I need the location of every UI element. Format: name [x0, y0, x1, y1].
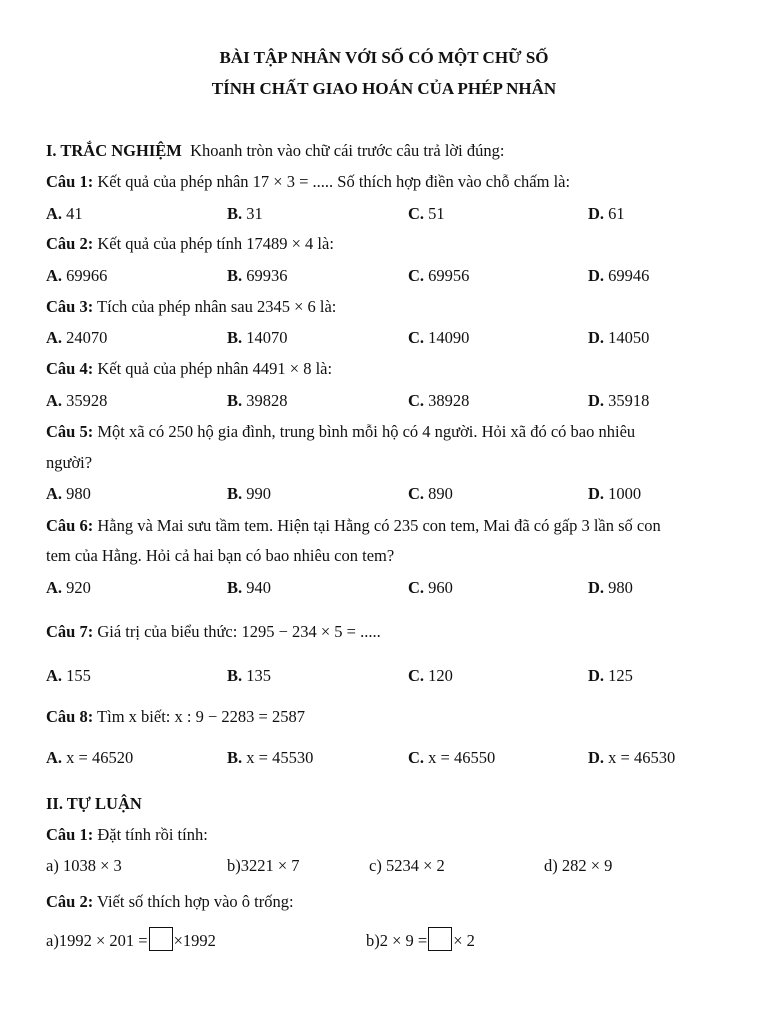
question-label: Câu 3: — [46, 297, 94, 316]
option-value: 38928 — [428, 391, 470, 410]
answer-option-d[interactable] — [588, 666, 633, 686]
option-value: 980 — [608, 578, 633, 597]
section1-heading: I. TRẮC NGHIỆM — [46, 141, 182, 160]
answer-option-a[interactable] — [46, 748, 133, 768]
option-value: 61 — [608, 204, 625, 223]
question-label: Câu 5: — [46, 422, 94, 441]
option-value: 35928 — [66, 391, 108, 410]
option-value: 135 — [246, 666, 272, 685]
essay-q1-item-a: a) 1038 × 3 — [46, 856, 122, 875]
option-letter: C. — [408, 578, 425, 597]
option-letter: B. — [227, 578, 243, 597]
essay-question-1 — [46, 825, 208, 845]
option-letter: A. — [46, 748, 63, 767]
option-letter: A. — [46, 266, 63, 285]
option-letter: B. — [227, 484, 243, 503]
option-letter: D. — [588, 666, 605, 685]
question-label: Câu 2: — [46, 234, 94, 253]
option-value: 890 — [428, 484, 453, 503]
answer-option-c[interactable] — [408, 204, 445, 224]
essay-q1-item-c: c) 5234 × 2 — [369, 856, 445, 875]
essay-q2-part-a — [46, 927, 216, 951]
question-label: Câu 7: — [46, 622, 94, 641]
option-value: 14050 — [608, 328, 650, 347]
option-letter: C. — [408, 391, 425, 410]
answer-option-c[interactable] — [408, 266, 469, 286]
page-title-line1: BÀI TẬP NHÂN VỚI SỐ CÓ MỘT CHỮ SỐ — [219, 48, 549, 67]
essay-q1-item-b: b)3221 × 7 — [227, 856, 300, 875]
option-value: 940 — [246, 578, 272, 597]
option-letter: D. — [588, 748, 605, 767]
option-letter: C. — [408, 484, 425, 503]
option-value: 990 — [246, 484, 272, 503]
answer-option-d[interactable] — [588, 204, 625, 224]
question-text: Viết số thích hợp vào ô trống: — [97, 892, 294, 911]
essay-q2-part-b — [366, 927, 475, 951]
question-label: Câu 4: — [46, 359, 94, 378]
option-value: 41 — [66, 204, 83, 223]
section2-heading: II. TỰ LUẬN — [46, 794, 142, 813]
answer-option-c[interactable] — [408, 391, 469, 411]
question-text-continued: tem của Hằng. Hỏi cả hai bạn có bao nhiêu con tem? — [46, 546, 395, 565]
question-label: Câu 1: — [46, 825, 94, 844]
answer-option-d[interactable] — [588, 484, 641, 504]
question-5 — [46, 422, 635, 442]
question-7 — [46, 622, 381, 642]
question-1 — [46, 172, 570, 192]
option-letter: A. — [46, 578, 63, 597]
option-letter: B. — [227, 328, 243, 347]
option-value: 69966 — [66, 266, 108, 285]
answer-option-a[interactable] — [46, 578, 91, 598]
question-text: Kết quả của phép nhân 4491 × 8 là: — [97, 359, 333, 378]
question-text: Đặt tính rồi tính: — [97, 825, 208, 844]
question-label: Câu 2: — [46, 892, 94, 911]
answer-option-a[interactable] — [46, 328, 107, 348]
option-letter: D. — [588, 484, 605, 503]
option-letter: D. — [588, 578, 605, 597]
question-label: Câu 8: — [46, 707, 94, 726]
option-value: x = 46530 — [608, 748, 676, 767]
question-3 — [46, 297, 336, 317]
option-value: 51 — [428, 204, 445, 223]
answer-option-c[interactable] — [408, 666, 453, 686]
option-letter: D. — [588, 266, 605, 285]
answer-option-b[interactable] — [227, 484, 271, 504]
option-value: 69956 — [428, 266, 470, 285]
answer-option-a[interactable] — [46, 204, 83, 224]
option-letter: C. — [408, 204, 425, 223]
question-text-continued: người? — [46, 453, 93, 472]
option-letter: D. — [588, 391, 605, 410]
option-letter: C. — [408, 748, 425, 767]
option-value: 39828 — [246, 391, 288, 410]
question-4 — [46, 359, 332, 379]
answer-option-b[interactable] — [227, 328, 288, 348]
option-value: 69936 — [246, 266, 288, 285]
section1-header — [46, 141, 504, 161]
answer-option-a[interactable] — [46, 391, 107, 411]
option-value: 120 — [428, 666, 453, 685]
question-2 — [46, 234, 334, 254]
option-value: 31 — [246, 204, 263, 223]
answer-option-c[interactable] — [408, 748, 495, 768]
option-value: x = 46520 — [66, 748, 134, 767]
section1-instruction: Khoanh tròn vào chữ cái trước câu trả lời đúng: — [190, 141, 505, 160]
option-letter: B. — [227, 748, 243, 767]
option-value: 14070 — [246, 328, 288, 347]
answer-option-c[interactable] — [408, 578, 453, 598]
option-letter: A. — [46, 204, 63, 223]
option-value: x = 46550 — [428, 748, 496, 767]
option-letter: B. — [227, 391, 243, 410]
option-letter: D. — [588, 328, 605, 347]
question-text: Giá trị của biểu thức: 1295 − 234 × 5 = ..... — [97, 622, 381, 641]
answer-option-b[interactable] — [227, 748, 313, 768]
option-value: 155 — [66, 666, 91, 685]
page-title-line2: TÍNH CHẤT GIAO HOÁN CỦA PHÉP NHÂN — [211, 79, 557, 98]
option-letter: A. — [46, 391, 63, 410]
answer-option-b[interactable] — [227, 204, 263, 224]
question-6 — [46, 516, 661, 536]
option-letter: C. — [408, 666, 425, 685]
option-value: 960 — [428, 578, 453, 597]
answer-option-d[interactable] — [588, 266, 649, 286]
option-letter: D. — [588, 204, 605, 223]
option-value: 980 — [66, 484, 91, 503]
option-letter: A. — [46, 328, 63, 347]
question-label: Câu 1: — [46, 172, 94, 191]
answer-box[interactable] — [428, 927, 452, 951]
question-text: Tích của phép nhân sau 2345 × 6 là: — [97, 297, 337, 316]
question-text: Kết quả của phép nhân 17 × 3 = ..... Số thích hợp điền vào chỗ chấm là: — [97, 172, 571, 191]
answer-option-b[interactable] — [227, 578, 271, 598]
option-value: 69946 — [608, 266, 650, 285]
answer-option-d[interactable] — [588, 578, 633, 598]
question-text: Tìm x biết: x : 9 − 2283 = 2587 — [97, 707, 305, 726]
part-b-right: × 2 — [453, 931, 475, 950]
option-value: 24070 — [66, 328, 108, 347]
answer-option-a[interactable] — [46, 266, 107, 286]
option-value: 125 — [608, 666, 633, 685]
option-value: 1000 — [608, 484, 642, 503]
answer-option-c[interactable] — [408, 484, 453, 504]
answer-box[interactable] — [149, 927, 173, 951]
option-value: 920 — [66, 578, 91, 597]
option-letter: A. — [46, 484, 63, 503]
option-value: x = 45530 — [246, 748, 314, 767]
question-text: Hằng và Mai sưu tầm tem. Hiện tại Hằng có 235 con tem, Mai đã có gấp 3 lần số con — [97, 516, 661, 535]
question-label: Câu 6: — [46, 516, 94, 535]
option-letter: C. — [408, 266, 425, 285]
essay-q1-item-d: d) 282 × 9 — [544, 856, 613, 875]
option-letter: A. — [46, 666, 63, 685]
answer-option-a[interactable] — [46, 484, 91, 504]
essay-question-2 — [46, 892, 294, 912]
answer-option-b[interactable] — [227, 666, 271, 686]
answer-option-b[interactable] — [227, 266, 288, 286]
part-a-left: a)1992 × 201 = — [46, 931, 148, 950]
part-b-left: b)2 × 9 = — [366, 931, 428, 950]
question-text: Một xã có 250 hộ gia đình, trung bình mỗi hộ có 4 người. Hỏi xã đó có bao nhiêu — [97, 422, 636, 441]
option-letter: C. — [408, 328, 425, 347]
question-text: Kết quả của phép tính 17489 × 4 là: — [97, 234, 334, 253]
option-value: 35918 — [608, 391, 650, 410]
answer-option-a[interactable] — [46, 666, 91, 686]
question-8 — [46, 707, 305, 727]
part-a-right: ×1992 — [173, 931, 216, 950]
answer-option-b[interactable] — [227, 391, 288, 411]
option-letter: B. — [227, 666, 243, 685]
answer-option-d[interactable] — [588, 391, 649, 411]
option-value: 14090 — [428, 328, 470, 347]
option-letter: B. — [227, 266, 243, 285]
option-letter: B. — [227, 204, 243, 223]
answer-option-d[interactable] — [588, 748, 675, 768]
answer-option-c[interactable] — [408, 328, 469, 348]
answer-option-d[interactable] — [588, 328, 649, 348]
